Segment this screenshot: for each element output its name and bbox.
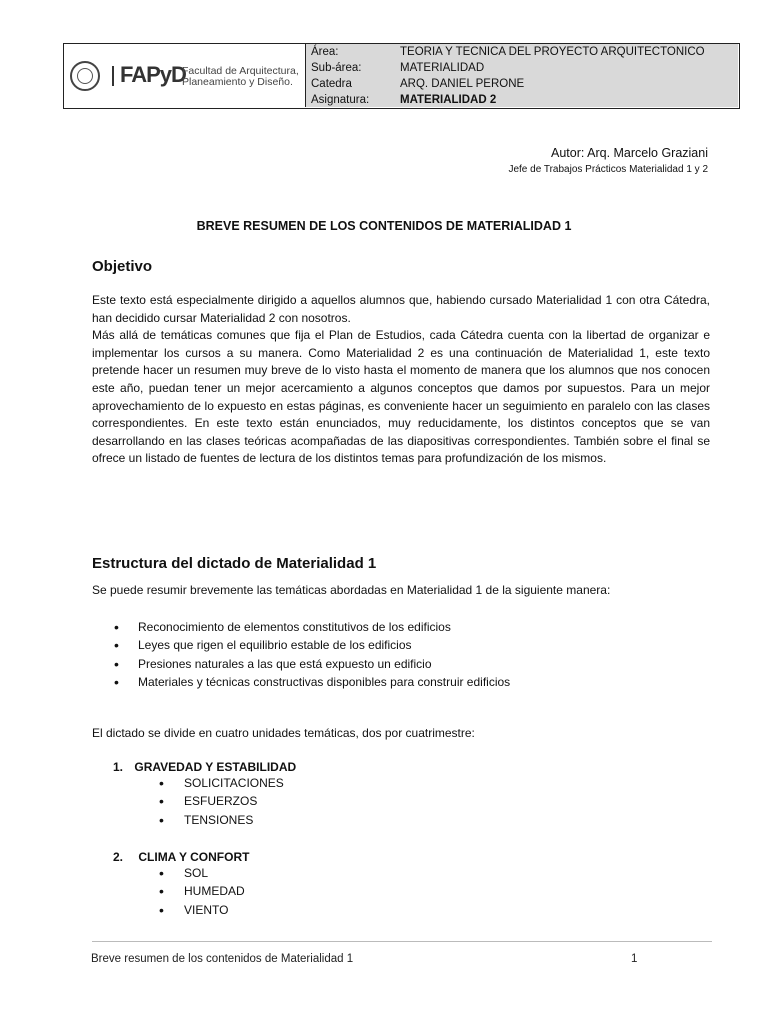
list-item: • SOLICITACIONES — [92, 774, 296, 792]
list-item: • SOL — [92, 864, 249, 882]
list-item: • Presiones naturales a las que está expuesto un edificio — [92, 655, 712, 673]
units-intro: El dictado se divide en cuatro unidades temáticas, dos por cuatrimestre: — [92, 726, 475, 740]
section-heading-objetivo: Objetivo — [92, 258, 153, 275]
list-item: • TENSIONES — [92, 811, 296, 829]
list-item: • VIENTO — [92, 901, 249, 919]
faculty-logo — [64, 44, 304, 107]
list-item: • Leyes que rigen el equilibrio estable de los edificios — [92, 636, 712, 654]
info-value: TEORIA Y TECNICA DEL PROYECTO ARQUITECTONICO — [400, 46, 705, 58]
list-item: • Materiales y técnicas constructivas disponibles para construir edificios — [92, 673, 712, 691]
paragraph: Más allá de temáticas comunes que fija el Plan de Estudios, cada Cátedra cuenta con la libertad de organizar e implementar los cursos a su manera. Como Materialidad 2 es una continuación de Materialidad 1, este texto pretende hacer un resumen muy breve de lo visto hasta el momento de manera que los alumnos que nos conocen este año, puedan tener un mejor acercamiento a algunos conceptos que damos por supuestos. Para un mejor aprovechamiento de lo expuesto en estas páginas, es conveniente hacer un seguimiento en paralelo con las clases correspondientes. En este texto están enunciados, muy reducidamente, los distintos conceptos que se van desarrollando en las clases teóricas acompañadas de las diapositivas correspondientes. También sobre el final se ofrece un listado de fuentes de lectura de los distintos temas para profundización de los mismos. — [92, 328, 710, 466]
unit-number: 2. — [113, 850, 124, 864]
footer-divider — [92, 941, 712, 942]
info-label: Catedra — [311, 78, 352, 90]
unit-name: CLIMA Y CONFORT — [138, 850, 250, 864]
topics-list — [92, 618, 712, 691]
info-value: MATERIALIDAD — [400, 62, 485, 74]
university-seal-icon — [70, 61, 100, 91]
logo-text — [182, 66, 299, 88]
list-item: • Reconocimiento de elementos constitutivos de los edificios — [92, 618, 712, 636]
logo-mark: FAPyD — [120, 62, 186, 87]
info-value: ARQ. DANIEL PERONE — [400, 78, 525, 90]
document-title: BREVE RESUMEN DE LOS CONTENIDOS DE MATERIALIDAD 1 — [196, 219, 572, 233]
unit-number: 1. — [113, 760, 124, 774]
unit-items — [92, 864, 249, 919]
unit-title — [113, 850, 249, 864]
list-item: • ESFUERZOS — [92, 792, 296, 810]
logo-divider — [112, 66, 114, 86]
logo-text-line2: Planeamiento y Diseño. — [182, 76, 293, 88]
estructura-intro: Se puede resumir brevemente las temáticas abordadas en Materialidad 1 de la siguiente manera: — [92, 583, 611, 597]
unit-title — [113, 760, 296, 774]
info-label: Área: — [311, 46, 339, 58]
unit-name: GRAVEDAD Y ESTABILIDAD — [134, 760, 297, 774]
info-value: MATERIALIDAD 2 — [400, 94, 497, 106]
author-role: Jefe de Trabajos Prácticos Materialidad 1 y 2 — [508, 164, 708, 175]
info-label: Sub-área: — [311, 62, 362, 74]
paragraph: Este texto está especialmente dirigido a aquellos alumnos que, habiendo cursado Materialidad 1 con otra Cátedra, han decidido cursar Materialidad 2 con nosotros. — [92, 293, 710, 325]
section-heading-estructura: Estructura del dictado de Materialidad 1 — [92, 555, 377, 572]
document-header — [63, 43, 740, 109]
page-number: 1 — [631, 953, 638, 965]
unit-1 — [113, 760, 296, 829]
list-item: • HUMEDAD — [92, 882, 249, 900]
footer-text: Breve resumen de los contenidos de Materialidad 1 — [91, 953, 354, 965]
info-label: Asignatura: — [311, 94, 370, 106]
author-name: Autor: Arq. Marcelo Graziani — [550, 146, 708, 160]
objetivo-body — [92, 292, 710, 468]
unit-items — [92, 774, 296, 829]
course-info-table — [305, 44, 738, 107]
unit-2 — [113, 850, 249, 919]
logo-text-line1: Facultad de Arquitectura, — [182, 65, 299, 77]
